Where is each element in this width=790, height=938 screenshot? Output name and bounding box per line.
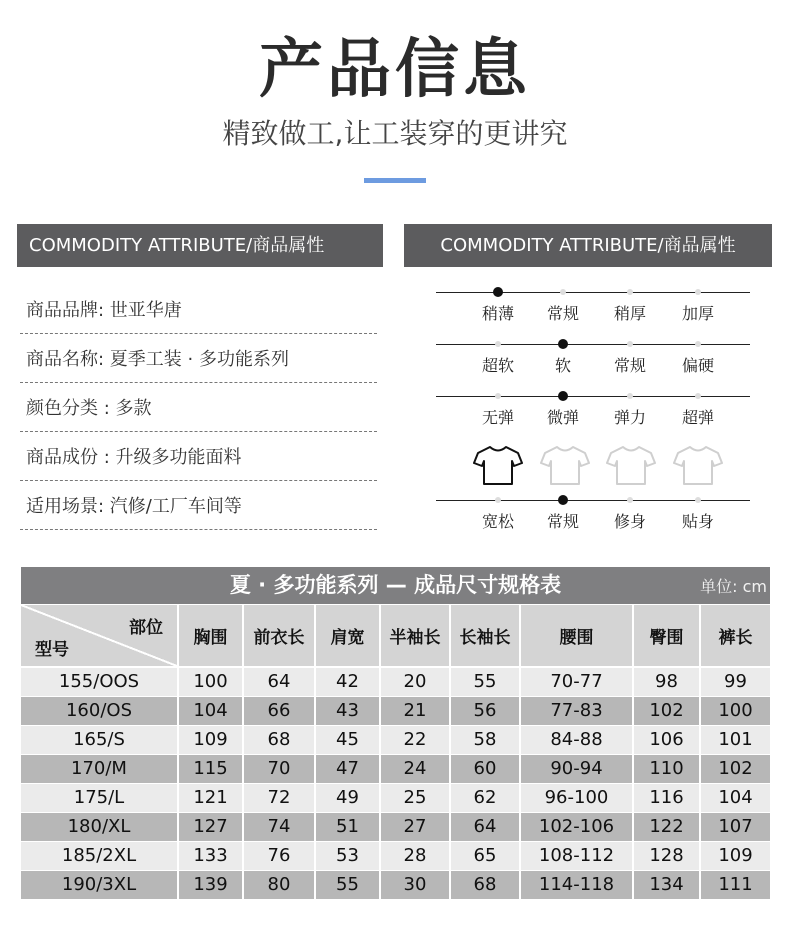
size-value-cell: 116	[633, 783, 700, 812]
tshirt-icon	[540, 444, 590, 486]
size-value-cell: 24	[380, 754, 450, 783]
size-value-cell: 60	[450, 754, 520, 783]
attr-usage: 适用场景: 汽修/工厂车间等	[20, 481, 377, 530]
size-value-cell: 55	[450, 667, 520, 696]
scale-dot-selected	[558, 495, 568, 505]
size-value-cell: 139	[178, 870, 243, 899]
scale-line	[436, 396, 750, 397]
scale-dot	[627, 393, 633, 399]
size-model-cell: 175/L	[21, 783, 178, 812]
size-value-cell: 27	[380, 812, 450, 841]
scale-option-label: 无弹	[481, 408, 514, 427]
size-value-cell: 70-77	[520, 667, 633, 696]
scale-dot	[627, 497, 633, 503]
scale-line	[436, 500, 750, 501]
size-value-cell: 58	[450, 725, 520, 754]
size-value-cell: 68	[243, 725, 315, 754]
scale-option-label: 宽松	[481, 512, 514, 531]
size-value-cell: 65	[450, 841, 520, 870]
page-title: 产品信息	[259, 33, 531, 107]
scale-option-label: 偏硬	[681, 356, 714, 375]
size-value-cell: 96-100	[520, 783, 633, 812]
table-row	[21, 783, 770, 812]
scale-dot	[695, 393, 701, 399]
attribute-banner-left: COMMODITY ATTRIBUTE/商品属性	[17, 224, 383, 267]
column-header: 肩宽	[315, 605, 380, 667]
scale-dot	[695, 289, 701, 295]
size-value-cell: 121	[178, 783, 243, 812]
size-value-cell: 115	[178, 754, 243, 783]
scale-option-label: 软	[554, 356, 571, 375]
scale-dot-selected	[558, 339, 568, 349]
size-value-cell: 43	[315, 696, 380, 725]
scale-dot	[695, 341, 701, 347]
size-value-cell: 108-112	[520, 841, 633, 870]
size-value-cell: 100	[700, 696, 770, 725]
scale-option-label: 加厚	[681, 304, 714, 323]
size-value-cell: 51	[315, 812, 380, 841]
size-value-cell: 21	[380, 696, 450, 725]
column-header: 长袖长	[450, 605, 520, 667]
size-value-cell: 90-94	[520, 754, 633, 783]
size-value-cell: 128	[633, 841, 700, 870]
scale-dot	[495, 497, 501, 503]
size-value-cell: 68	[450, 870, 520, 899]
size-value-cell: 22	[380, 725, 450, 754]
size-model-cell: 180/XL	[21, 812, 178, 841]
table-row	[21, 841, 770, 870]
size-value-cell: 102	[700, 754, 770, 783]
column-header: 臀围	[633, 605, 700, 667]
table-row	[21, 696, 770, 725]
size-value-cell: 64	[243, 667, 315, 696]
size-model-cell: 165/S	[21, 725, 178, 754]
scale-dot	[695, 497, 701, 503]
size-value-cell: 66	[243, 696, 315, 725]
size-value-cell: 110	[633, 754, 700, 783]
size-value-cell: 102	[633, 696, 700, 725]
scale-dot-selected	[493, 287, 503, 297]
size-value-cell: 80	[243, 870, 315, 899]
size-value-cell: 20	[380, 667, 450, 696]
page-subtitle: 精致做工,让工装穿的更讲究	[222, 117, 568, 150]
table-row	[21, 812, 770, 841]
size-table-unit: 单位: cm	[700, 577, 767, 596]
size-value-cell: 76	[243, 841, 315, 870]
size-model-cell: 185/2XL	[21, 841, 178, 870]
size-value-cell: 45	[315, 725, 380, 754]
size-value-cell: 133	[178, 841, 243, 870]
size-value-cell: 104	[700, 783, 770, 812]
size-value-cell: 134	[633, 870, 700, 899]
tshirt-icon	[673, 444, 723, 486]
table-row	[21, 754, 770, 783]
size-value-cell: 47	[315, 754, 380, 783]
corner-part-label: 部位	[129, 618, 163, 638]
attribute-banner-right: COMMODITY ATTRIBUTE/商品属性	[404, 224, 772, 267]
size-value-cell: 111	[700, 870, 770, 899]
size-value-cell: 72	[243, 783, 315, 812]
scale-dot	[560, 289, 566, 295]
scale-dot	[627, 341, 633, 347]
size-value-cell: 77-83	[520, 696, 633, 725]
size-value-cell: 84-88	[520, 725, 633, 754]
size-value-cell: 74	[243, 812, 315, 841]
scale-dot	[495, 393, 501, 399]
attr-name: 商品名称: 夏季工装 · 多功能系列	[20, 334, 377, 383]
size-value-cell: 28	[380, 841, 450, 870]
size-value-cell: 98	[633, 667, 700, 696]
size-value-cell: 107	[700, 812, 770, 841]
size-value-cell: 102-106	[520, 812, 633, 841]
column-header: 半袖长	[380, 605, 450, 667]
size-value-cell: 42	[315, 667, 380, 696]
scale-option-label: 超软	[481, 356, 514, 375]
scale-option-label: 修身	[613, 512, 646, 531]
size-value-cell: 106	[633, 725, 700, 754]
attr-brand: 商品品牌: 世亚华唐	[20, 285, 377, 334]
corner-model-label: 型号	[35, 640, 69, 660]
size-table	[21, 605, 770, 900]
size-value-cell: 30	[380, 870, 450, 899]
size-value-cell: 64	[450, 812, 520, 841]
scale-option-label: 常规	[613, 356, 646, 375]
scale-line	[436, 344, 750, 345]
scale-option-label: 弹力	[613, 408, 646, 427]
size-value-cell: 53	[315, 841, 380, 870]
table-row	[21, 667, 770, 696]
attr-material: 商品成份 : 升级多功能面料	[20, 432, 377, 481]
size-value-cell: 49	[315, 783, 380, 812]
size-value-cell: 104	[178, 696, 243, 725]
size-value-cell: 25	[380, 783, 450, 812]
column-header: 胸围	[178, 605, 243, 667]
column-header: 裤长	[700, 605, 770, 667]
scale-dot	[495, 341, 501, 347]
size-value-cell: 109	[700, 841, 770, 870]
table-row	[21, 725, 770, 754]
scale-option-label: 常规	[546, 304, 579, 323]
size-value-cell: 101	[700, 725, 770, 754]
attr-color: 颜色分类 : 多款	[20, 383, 377, 432]
tshirt-icon	[473, 444, 523, 486]
size-model-cell: 155/OOS	[21, 667, 178, 696]
scale-option-label: 稍薄	[481, 304, 514, 323]
size-value-cell: 70	[243, 754, 315, 783]
size-value-cell: 122	[633, 812, 700, 841]
scale-line	[436, 292, 750, 293]
size-value-cell: 100	[178, 667, 243, 696]
size-value-cell: 62	[450, 783, 520, 812]
accent-divider	[364, 178, 426, 183]
size-value-cell: 109	[178, 725, 243, 754]
scale-option-label: 稍厚	[613, 304, 646, 323]
scale-dot-selected	[558, 391, 568, 401]
size-value-cell: 114-118	[520, 870, 633, 899]
scale-option-label: 微弹	[546, 408, 579, 427]
size-table-header	[21, 605, 770, 667]
size-table-title: 夏 · 多功能系列 — 成品尺寸规格表	[229, 573, 562, 597]
header-corner	[21, 605, 178, 667]
column-header: 前衣长	[243, 605, 315, 667]
size-value-cell: 56	[450, 696, 520, 725]
column-header: 腰围	[520, 605, 633, 667]
tshirt-icon	[606, 444, 656, 486]
scale-option-label: 超弹	[681, 408, 714, 427]
size-table-body	[21, 667, 770, 899]
size-model-cell: 170/M	[21, 754, 178, 783]
size-model-cell: 190/3XL	[21, 870, 178, 899]
scale-dot	[627, 289, 633, 295]
size-value-cell: 127	[178, 812, 243, 841]
size-model-cell: 160/OS	[21, 696, 178, 725]
table-row	[21, 870, 770, 899]
size-value-cell: 99	[700, 667, 770, 696]
scale-option-label: 常规	[546, 512, 579, 531]
scale-option-label: 贴身	[681, 512, 714, 531]
size-value-cell: 55	[315, 870, 380, 899]
